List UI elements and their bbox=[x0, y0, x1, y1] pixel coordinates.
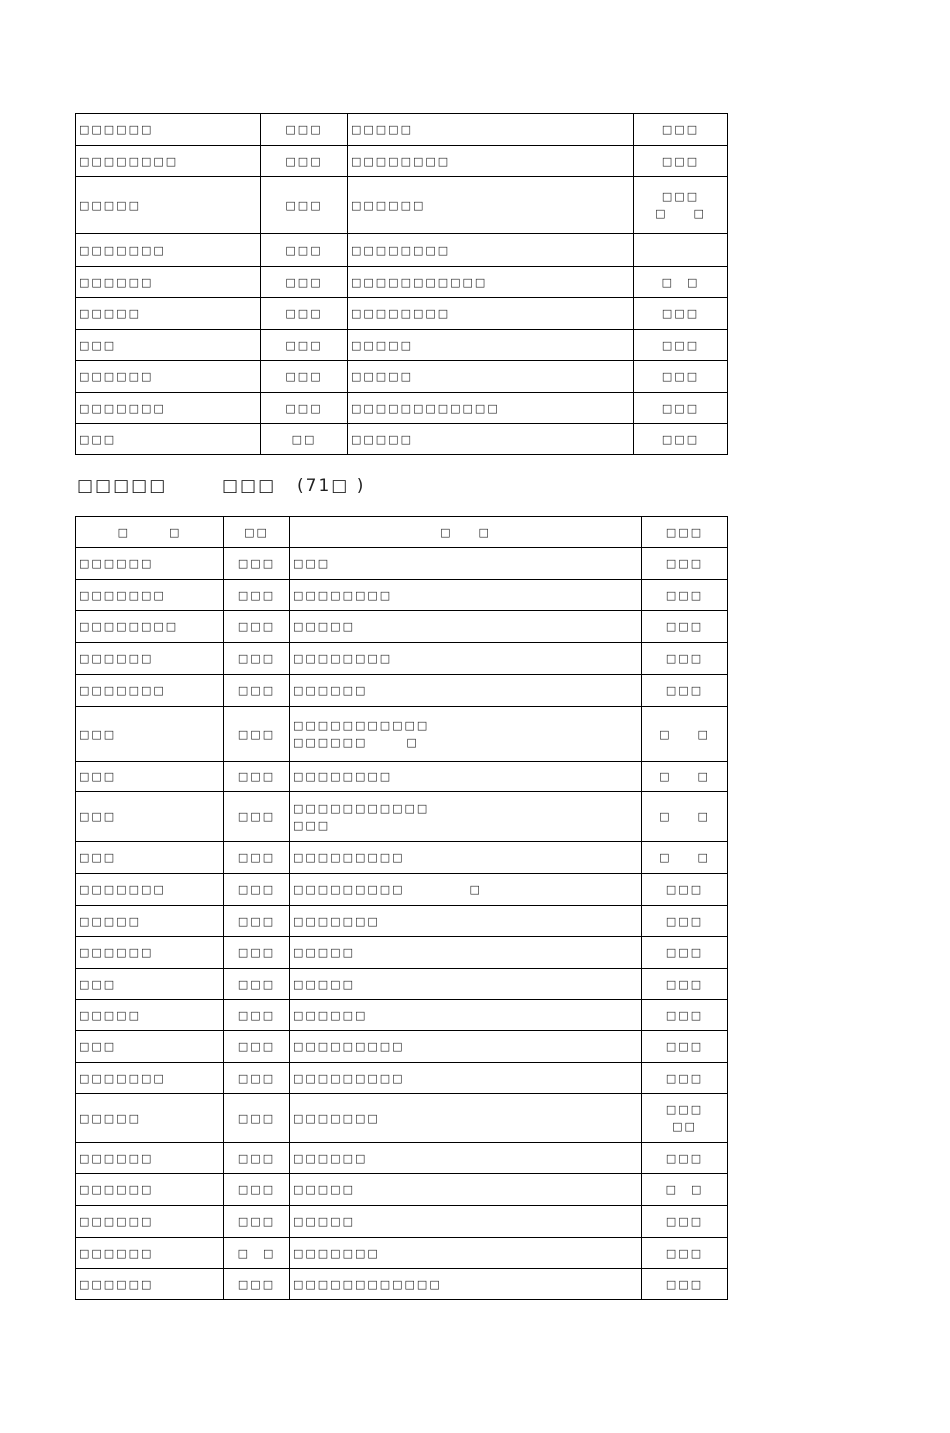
table2-cell: □□□ bbox=[76, 969, 224, 1000]
table2-row bbox=[76, 707, 728, 762]
table2-row bbox=[76, 1063, 728, 1094]
table2-cell: □□□□□□□□□ bbox=[290, 1063, 642, 1094]
table2-cell: □□□□□□ bbox=[76, 548, 224, 580]
table2-header-cell: □□ bbox=[224, 517, 290, 548]
table2-cell: □□□ bbox=[642, 611, 728, 643]
table-1-body bbox=[76, 114, 728, 455]
table2-cell: □□□□□□ bbox=[290, 1143, 642, 1174]
table1-row bbox=[76, 114, 728, 146]
table2-cell: □□□□□□□ bbox=[76, 874, 224, 906]
table1-cell: □□□ bbox=[261, 393, 348, 424]
table2-row bbox=[76, 906, 728, 937]
section-count: (71□ ) bbox=[297, 476, 366, 496]
table2-cell: □ □ bbox=[642, 842, 728, 874]
table2-cell: □□□ bbox=[224, 580, 290, 611]
table1-cell: □□□□□□□□□□□ bbox=[348, 267, 634, 298]
table1-cell: □□□ bbox=[76, 424, 261, 455]
table2-cell: □□□ bbox=[224, 1063, 290, 1094]
table1-cell: □□□ bbox=[634, 361, 728, 393]
table2-cell: □□□ bbox=[76, 842, 224, 874]
table1-cell: □□□ bbox=[261, 146, 348, 177]
table2-cell: □□□ bbox=[642, 675, 728, 707]
table2-cell: □□□ bbox=[642, 906, 728, 937]
table2-cell: □□□ bbox=[76, 1031, 224, 1063]
table2-row bbox=[76, 762, 728, 792]
table2-cell: □□□ bbox=[224, 548, 290, 580]
table2-cell: □ □ bbox=[642, 762, 728, 792]
table2-row bbox=[76, 842, 728, 874]
table2-cell: □□□ bbox=[224, 643, 290, 675]
table1-cell: □□□ bbox=[261, 298, 348, 330]
table1-cell: □□□□□□□ bbox=[76, 234, 261, 267]
table2-cell: □□□ bbox=[76, 792, 224, 842]
table2-row bbox=[76, 937, 728, 969]
table1-cell: □□□ bbox=[261, 234, 348, 267]
table1-cell: □□□□□□ bbox=[76, 361, 261, 393]
table2-cell: □□□ bbox=[642, 969, 728, 1000]
table2-cell: □□□□□□□□ bbox=[290, 580, 642, 611]
table2-header-cell: □ □ bbox=[76, 517, 224, 548]
table2-cell: □□□□□ bbox=[290, 969, 642, 1000]
table2-cell: □□□ bbox=[224, 1143, 290, 1174]
table2-cell: □ □ bbox=[642, 792, 728, 842]
table2-row bbox=[76, 969, 728, 1000]
table2-cell: □□□ bbox=[224, 1000, 290, 1031]
table1-cell: □□□ bbox=[261, 177, 348, 234]
table2-cell: □□□ bbox=[642, 643, 728, 675]
table-2-header bbox=[76, 517, 728, 548]
table2-row bbox=[76, 580, 728, 611]
table2-row bbox=[76, 1000, 728, 1031]
table2-cell: □□□□□□□ bbox=[76, 675, 224, 707]
table2-cell: □□□□□□ bbox=[76, 643, 224, 675]
table2-cell: □□□□□□□□ bbox=[76, 611, 224, 643]
table1-cell: □□□ bbox=[634, 424, 728, 455]
table2-header-cell: □□□ bbox=[642, 517, 728, 548]
table2-cell: □□□ bbox=[642, 580, 728, 611]
table2-cell: □□□□□ bbox=[76, 1094, 224, 1143]
table1-row bbox=[76, 298, 728, 330]
table2-row bbox=[76, 611, 728, 643]
table1-cell: □ □ bbox=[634, 267, 728, 298]
table1-cell: □□□□□□□□□□□□ bbox=[348, 393, 634, 424]
table2-cell: □□□ bbox=[224, 1094, 290, 1143]
table2-cell: □□□ bbox=[290, 548, 642, 580]
table1-cell: □□□□□□ bbox=[76, 114, 261, 146]
table2-cell: □□□□□□□ bbox=[290, 1238, 642, 1269]
table1-cell: □□□□□ bbox=[348, 114, 634, 146]
table1-cell: □□□□□□ bbox=[348, 177, 634, 234]
table2-cell: □□□□□□□□□□□□ bbox=[290, 1269, 642, 1300]
table2-header-row bbox=[76, 517, 728, 548]
table2-cell: □□□□□□□ bbox=[290, 906, 642, 937]
table1-cell: □□□ bbox=[261, 267, 348, 298]
table2-cell: □□□ bbox=[224, 675, 290, 707]
table2-cell: □□□□□□ bbox=[76, 1143, 224, 1174]
table2-cell: □□□ bbox=[224, 611, 290, 643]
table1-row bbox=[76, 146, 728, 177]
table1-cell: □□□ bbox=[261, 330, 348, 361]
table2-row bbox=[76, 1174, 728, 1206]
table2-cell: □□□□□ bbox=[76, 1000, 224, 1031]
table2-row bbox=[76, 874, 728, 906]
table2-cell: □□□ bbox=[642, 1000, 728, 1031]
table1-row bbox=[76, 177, 728, 234]
table2-cell: □□□ bbox=[224, 969, 290, 1000]
table2-cell: □□□□□□ bbox=[76, 1238, 224, 1269]
table1-cell: □□□ bbox=[634, 298, 728, 330]
table-2 bbox=[75, 516, 728, 1300]
table1-cell: □□□ bbox=[261, 114, 348, 146]
table1-cell: □□□□□□□□ bbox=[348, 146, 634, 177]
table2-cell: □□□□□□□ bbox=[290, 1094, 642, 1143]
table2-cell: □□□ bbox=[76, 762, 224, 792]
table2-cell: □□□□□□ bbox=[76, 1269, 224, 1300]
table2-header-cell: □ □ bbox=[290, 517, 642, 548]
table1-cell: □□□ bbox=[634, 146, 728, 177]
table1-row bbox=[76, 234, 728, 267]
table1-cell: □□□ bbox=[261, 361, 348, 393]
table2-cell: □□□□□□□□□ bbox=[290, 1031, 642, 1063]
table2-cell: □ □ bbox=[642, 1174, 728, 1206]
table2-row bbox=[76, 1269, 728, 1300]
table2-cell: □□□□□□□ bbox=[76, 1063, 224, 1094]
table1-cell bbox=[634, 234, 728, 267]
table2-cell: □□□ bbox=[224, 762, 290, 792]
table2-row bbox=[76, 548, 728, 580]
table1-cell: □□□□□□□ bbox=[76, 393, 261, 424]
table2-cell: □□□ bbox=[224, 1269, 290, 1300]
table1-cell: □□□ bbox=[634, 114, 728, 146]
table2-cell: □□□ bbox=[642, 1143, 728, 1174]
table2-cell: □□□ bbox=[642, 874, 728, 906]
table2-cell: □□□ bbox=[642, 1063, 728, 1094]
table2-cell: □□□ bbox=[642, 548, 728, 580]
table1-row bbox=[76, 393, 728, 424]
table1-cell: □□□ bbox=[634, 393, 728, 424]
table2-row bbox=[76, 1143, 728, 1174]
table2-cell: □□□□□□□□□ bbox=[290, 842, 642, 874]
table2-cell: □□□□□□ bbox=[290, 675, 642, 707]
table2-cell: □□□ bbox=[642, 1031, 728, 1063]
table2-cell: □□□□□ bbox=[290, 1206, 642, 1238]
table2-cell: □□□ bbox=[224, 1031, 290, 1063]
table1-cell: □□□□□ bbox=[76, 298, 261, 330]
table2-cell: □□□□□□□□□ □ bbox=[290, 874, 642, 906]
table1-cell: □□□ bbox=[634, 330, 728, 361]
table2-cell: □□□□□□ bbox=[290, 1000, 642, 1031]
section-title: □□□□□ bbox=[77, 476, 168, 496]
table2-cell: □ □ bbox=[224, 1238, 290, 1269]
table1-row bbox=[76, 361, 728, 393]
table2-cell: □□□ bbox=[642, 1269, 728, 1300]
table2-cell: □□□ bbox=[224, 707, 290, 762]
table2-cell: □□□ bbox=[642, 937, 728, 969]
section-subtitle: □□□ bbox=[222, 476, 277, 496]
table1-cell: □□□□□□□□ bbox=[348, 298, 634, 330]
table2-cell: □□□ bbox=[224, 792, 290, 842]
table2-cell: □□□ bbox=[224, 906, 290, 937]
table2-row bbox=[76, 1238, 728, 1269]
table2-cell: □□□ bbox=[642, 1238, 728, 1269]
table2-cell: □□□□□□□ bbox=[76, 580, 224, 611]
table1-cell: □□□□□ bbox=[348, 424, 634, 455]
table2-cell: □□□□□□ bbox=[76, 1174, 224, 1206]
table2-row bbox=[76, 792, 728, 842]
table2-cell: □□□□□ bbox=[290, 937, 642, 969]
table2-cell: □□□□□ bbox=[290, 611, 642, 643]
table2-row bbox=[76, 675, 728, 707]
table2-cell: □□□ □□ bbox=[642, 1094, 728, 1143]
table1-cell: □□□□□ bbox=[348, 330, 634, 361]
table2-cell: □□□ bbox=[642, 1206, 728, 1238]
table2-cell: □□□ bbox=[224, 874, 290, 906]
table1-cell: □□□□□ bbox=[348, 361, 634, 393]
table-1 bbox=[75, 113, 728, 455]
table2-cell: □□□□□□□□□□□ □□□□□□ □ bbox=[290, 707, 642, 762]
table2-cell: □□□ bbox=[76, 707, 224, 762]
table2-cell: □□□ bbox=[224, 842, 290, 874]
table1-row bbox=[76, 330, 728, 361]
table2-cell: □□□ bbox=[224, 1206, 290, 1238]
table2-row bbox=[76, 643, 728, 675]
table2-cell: □□□□□□□□ bbox=[290, 643, 642, 675]
table1-cell: □□□□□ bbox=[76, 177, 261, 234]
table2-cell: □□□□□□ bbox=[76, 1206, 224, 1238]
table2-cell: □□□□□□□□ bbox=[290, 762, 642, 792]
table1-cell: □□□□□□□□ bbox=[76, 146, 261, 177]
table1-cell: □□□□□□ bbox=[76, 267, 261, 298]
table2-cell: □□□□□□ bbox=[76, 937, 224, 969]
table1-row bbox=[76, 267, 728, 298]
table2-cell: □□□ bbox=[224, 937, 290, 969]
table-2-body bbox=[76, 548, 728, 1300]
table1-cell: □□□ bbox=[76, 330, 261, 361]
table1-cell: □□ bbox=[261, 424, 348, 455]
table2-cell: □□□□□ bbox=[290, 1174, 642, 1206]
table2-cell: □ □ bbox=[642, 707, 728, 762]
table2-row bbox=[76, 1031, 728, 1063]
table2-cell: □□□□□□□□□□□ □□□ bbox=[290, 792, 642, 842]
table1-cell: □□□□□□□□ bbox=[348, 234, 634, 267]
table1-cell: □□□ □ □ bbox=[634, 177, 728, 234]
table2-row bbox=[76, 1206, 728, 1238]
table2-cell: □□□□□ bbox=[76, 906, 224, 937]
table2-row bbox=[76, 1094, 728, 1143]
table2-cell: □□□ bbox=[224, 1174, 290, 1206]
table1-row bbox=[76, 424, 728, 455]
